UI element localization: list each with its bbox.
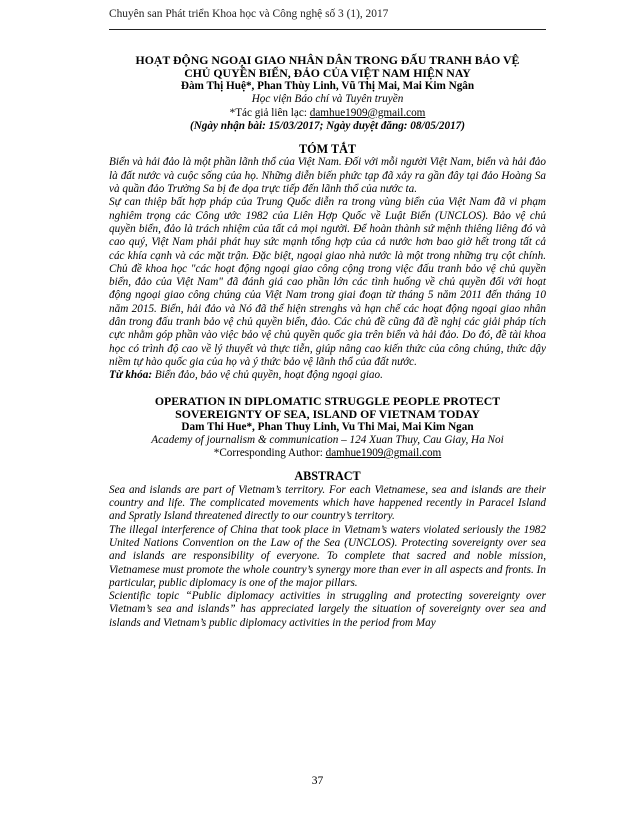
vi-title-line2: CHỦ QUYỀN BIỂN, ĐẢO CỦA VIỆT NAM HIỆN NAY [184,66,471,80]
vi-abstract-paragraph-1: Biển và hải đảo là một phần lãnh thổ của Việt Nam. Đối với mỗi người Việt Nam, biển và hải đảo là đất nước và cuộc sống của họ. Những diễn biến phức tạp đã xảy ra gần đây tại đảo Hoàng Sa và quần đảo Trường Sa bị đe dọa trực tiếp đến lãnh thổ của nước ta. [109,156,546,196]
section-spacer [109,383,546,395]
vi-affiliation: Học viện Báo chí và Tuyên truyền [251,93,404,106]
en-abstract-paragraph-1: Sea and islands are part of Vietnam’s territory. For each Vietnamese, sea and islands are their country and life. The complicated movements which have happened recently in Paracel Island and Spratly Island threatened directly to our country’s territory. [109,483,546,523]
header-divider [109,29,546,30]
vi-keywords-label: Từ khóa: [109,369,153,382]
en-abstract-paragraph-2: The illegal interference of China that took place in Vietnam’s waters violated seriously the 1982 United Nations Convention on the Law of the Sea (UNCLOS). Protecting sovereignty over sea and islands are responsibility of everyone. To complete that sacred and noble mission, Vietnamese must promote the whole country’s synergy more than ever in all aspects and fronts. In particular, public diplomacy is one of the major pillars. [109,523,546,589]
vi-keywords-text: Biển đảo, bảo vệ chủ quyền, hoạt động ngoại giao. [152,369,383,382]
en-abstract-heading: ABSTRACT [294,469,361,484]
en-contact [109,447,546,460]
vi-email-link[interactable]: damhue1909@gmail.com [309,106,426,119]
en-title-line1: OPERATION IN DIPLOMATIC STRUGGLE PEOPLE PROTECT [154,393,501,408]
vi-abstract-paragraph-2: Sự can thiệp bất hợp pháp của Trung Quốc diễn ra trong vùng biển của Việt Nam đã vi phạm nghiêm trọng các Công ước 1982 của Liên Hợp Quốc về Luật Biển (UNCLOS). Bảo vệ chủ quyền biển, đảo là trách nhiệm của tất cả mọi người. Để hoàn thành sứ mệnh thiêng liêng đó và cao quý, Việt Nam phải phát huy sức mạnh tổng hợp của cả nước hơn bao giờ hết trong tất cả các khía cạnh và các mặt trận. Đặc biệt, ngoại giao nhà nước là một trong những trụ cột chính. Chủ đề khoa học "các hoạt động ngoại giao công cộng trong việc đấu tranh bảo vệ chủ quyền biển, đảo của Việt Nam" đã đánh giá cao phần lớn các tình huống về chủ quyền đối với hoạt động ngoại giao công chúng của Việt Nam trong giai đoạn từ tháng 5 năm 2011 đến tháng 10 năm 2015. Biển, hải đảo và Nó đã thể hiện strenghs và hạn chế các hoạt động ngoại giao nhân dân trong đấu tranh bảo vệ chủ quyền biển, đảo. Các chủ đề cũng đã đề nghị các giải pháp tích cực nhằm góp phần vào việc bảo vệ chủ quyền quốc gia trên biển và hải đảo. Do đó, đề tài khoa học có trình độ cao về lý thuyết và thực tiễn, giúp nâng cao kiến thức của công chúng, thức dậy niềm tự hào quốc gia của họ và ý thức bảo vệ lãnh thổ của đất nước. [109,196,546,368]
en-authors: Dam Thi Hue*, Phan Thuy Linh, Vu Thi Mai, Mai Kim Ngan [181,420,474,433]
vi-dates: (Ngày nhận bài: 15/03/2017; Ngày duyệt đăng: 08/05/2017) [189,119,466,132]
vi-contact [109,107,546,120]
en-contact-label: *Corresponding Author: [213,447,326,460]
vi-keywords [109,369,546,382]
en-title [109,395,546,421]
vi-title-line1: HOẠT ĐỘNG NGOẠI GIAO NHÂN DÂN TRONG ĐẤU TRANH BẢO VỆ [135,53,520,67]
en-abstract-paragraph-3: Scientific topic “Public diplomacy activities in struggling and protecting sovereignty over Vietnam’s sea and islands” has appreciated largely the situation of sovereignty over sea and islands and Vietnam’s public diplomacy activities in the period from May [109,590,546,629]
article-body [109,54,546,630]
vi-title [109,54,546,80]
journal-header: Chuyên san Phát triển Khoa học và Công nghệ số 3 (1), 2017 [109,8,389,20]
vi-abstract-heading: TÓM TẮT [299,142,356,157]
page-number: 37 [311,775,324,787]
en-affiliation: Academy of journalism & communication – 124 Xuan Thuy, Cau Giay, Ha Noi [151,433,504,446]
en-email-link[interactable]: damhue1909@gmail.com [325,447,442,460]
en-title-line2: SOVEREIGNTY OF SEA, ISLAND OF VIETNAM TODAY [175,406,480,421]
vi-authors: Đàm Thị Huệ*, Phan Thùy Linh, Vũ Thị Mai, Mai Kim Ngân [180,80,475,92]
vi-contact-label: *Tác giả liên lạc: [229,106,310,119]
